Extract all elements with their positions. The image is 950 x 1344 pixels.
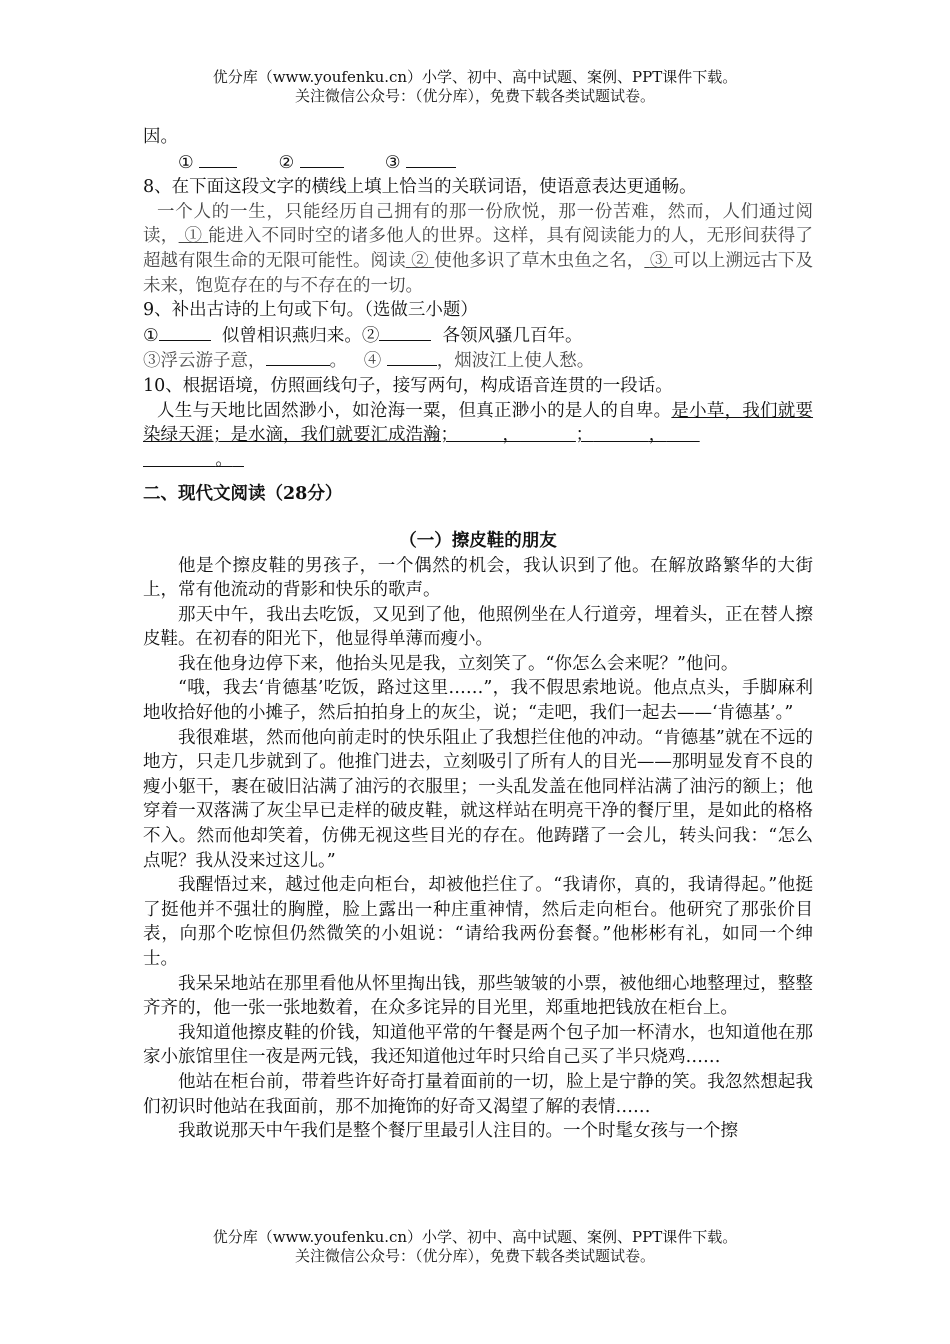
article-paragraph: 我呆呆地站在那里看他从怀里掏出钱，那些皱皱的小票，被他细心地整理过，整整齐齐的，他一张一张地数着，在众多诧异的目光里，郑重地把钱放在柜台上。 [143, 973, 813, 1019]
article-paragraph: 我知道他擦皮鞋的价钱，知道他平常的午餐是两个包子加一杯清水，也知道他在那家小旅馆里住一夜是两元钱，我还知道他过年时只给自己买了半只烧鸡…… [143, 1022, 813, 1068]
q7-blank-3[interactable] [406, 150, 456, 168]
q10-end [143, 448, 813, 473]
q9-prompt: 9、补出古诗的上句或下句。（选做三小题） [143, 300, 478, 321]
q9-line-2: ③浮云游子意， 。 ④ ，烟波江上使人愁。 [143, 348, 813, 374]
q8-text-3: 使他多识了草木虫鱼之名， [434, 250, 645, 271]
article-paragraph: 我敢说那天中午我们是整个餐厅里最引人注目的。一个时髦女孩与一个擦 [178, 1121, 738, 1142]
q9-blank-1[interactable] [159, 323, 211, 341]
article-paragraph: 我在他身边停下来，他抬头见是我，立刻笑了。“你怎么会来呢？”他问。 [178, 653, 739, 674]
footer-line-1: 优分库（www.youfenku.cn）小学、初中、高中试题、案例、PPT课件下载。 [212, 1228, 738, 1246]
article-paragraph: 我很难堪，然而他向前走时的快乐阻止了我想拦住他的冲动。“肯德基”就在不远的地方，只走几步就到了。他推门进去，立刻吸引了所有人的目光——那明显发育不良的瘦小躯干，裹在破旧沾满了油污的衣服里；一头乱发盖在他同样沾满了油污的额上；他穿着一双落满了灰尘早已走样的破皮鞋，就这样站在明亮干净的餐厅里，是如此的格格不入。然而他却笑着，仿佛无视这些目光的存在。他踌躇了一会儿，转头问我：“怎么点呢？我从没来过这儿。” [143, 727, 813, 871]
q7-blank-2[interactable] [300, 150, 344, 168]
q7-blank-1-num: ① [178, 152, 194, 173]
q9-item-1: 似曾相识燕归来。 [221, 325, 362, 346]
article-paragraph: 那天中午，我出去吃饭，又见到了他，他照例坐在人行道旁，埋着头，正在替人擦皮鞋。在初春的阳光下，他显得单薄而瘦小。 [143, 604, 813, 650]
q8-blank-2[interactable]: ② [411, 250, 429, 271]
q7-blank-2-num: ② [278, 152, 295, 173]
article-title: （一）擦皮鞋的朋友 [399, 530, 557, 551]
page-content [143, 125, 813, 1144]
q9-line-1: ① 似曾相识燕归来。② 各领风骚几百年。 [143, 323, 813, 349]
q7-blanks [143, 150, 813, 176]
q7-continuation: 因。 [143, 127, 178, 147]
q8-prompt: 8、在下面这段文字的横线上填上恰当的关联词语，使语意表达更通畅。 [143, 177, 697, 198]
article-paragraph: 他站在柜台前，带着些许好奇打量着面前的一切，脸上是宁静的笑。我忽然想起我们初识时他站在我面前，那不加掩饰的好奇又渴望了解的表情…… [143, 1071, 813, 1117]
article-paragraph: 他是个擦皮鞋的男孩子，一个偶然的机会，我认识到了他。在解放路繁华的大街上，常有他流动的背影和快乐的歌声。 [143, 555, 813, 601]
q9-blank-3[interactable] [266, 348, 330, 366]
q8-blank-1[interactable]: ① [184, 226, 203, 247]
q10-answer-line[interactable]: ， ； ， [502, 425, 667, 446]
header-line-1: 优分库（www.youfenku.cn）小学、初中、高中试题、案例、PPT课件下载。 [212, 68, 738, 86]
q8-passage [143, 200, 813, 298]
q9-item-2: 各领风骚几百年。 [442, 325, 583, 346]
q10-prompt: 10、根据语境，仿照画线句子，接写两句，构成语音连贯的一段话。 [143, 375, 673, 396]
article-paragraph: 我醒悟过来，越过他走向柜台，却被他拦住了。“我请你，真的，我请得起。”他挺了挺他并不强壮的胸膛，脸上露出一种庄重神情，然后走向柜台。他研究了那张价目表，向那个吃惊但仍然微笑的小姐说：“请给我两份套餐。”他彬彬有礼，如同一个绅士。 [143, 875, 813, 969]
q10-passage [143, 399, 813, 448]
footer-line-2: 关注微信公众号：（优分库），免费下载各类试题试卷。 [294, 1247, 655, 1265]
q9-item-4: ，烟波江上使人愁。 [436, 351, 595, 372]
page-footer [0, 1228, 950, 1266]
q8-text-1: 一个人的一生，只能经历自己拥有的那一份欣悦，那一份苦难，然而，人们通过阅读， [143, 201, 813, 247]
page-header [0, 68, 950, 106]
q10-answer-line-2[interactable]: 。 [215, 449, 233, 470]
q10-text: 人生与天地比固然渺小，如沧海一粟，但真正渺小的是人的自卑。 [157, 400, 672, 421]
article-paragraph: “哦，我去‘肯德基’吃饭，路过这里……”，我不假思索地说。他点点头，手脚麻利地收拾好他的小摊子，然后拍拍身上的灰尘，说；“走吧，我们一起去——‘肯德基’。” [143, 678, 813, 724]
section-2-title: 二、现代文阅读（28分） [143, 484, 343, 505]
q9-blank-4[interactable] [387, 348, 437, 366]
q8-blank-3[interactable]: ③ [649, 250, 668, 271]
q7-blank-1[interactable] [199, 150, 237, 168]
q7-blank-3-num: ③ [384, 152, 401, 173]
q9-item-3: ③浮云游子意， [143, 351, 266, 372]
q9-blank-2[interactable] [379, 323, 431, 341]
q8-text-4: 可以上溯远古下及未来，饱览存在的与不存在的一切。 [143, 250, 814, 296]
q10-example: 是小草，我们就要染绿天涯；是水滴，我们就要汇成浩瀚； [143, 400, 814, 446]
header-line-2: 关注微信公众号：（优分库），免费下载各类试题试卷。 [294, 87, 655, 105]
q8-text-2: 能进入不同时空的诸多他人的世界。这样，具有阅读能力的人，无形间获得了超越有限生命的无限可能性。阅读 [143, 226, 814, 271]
